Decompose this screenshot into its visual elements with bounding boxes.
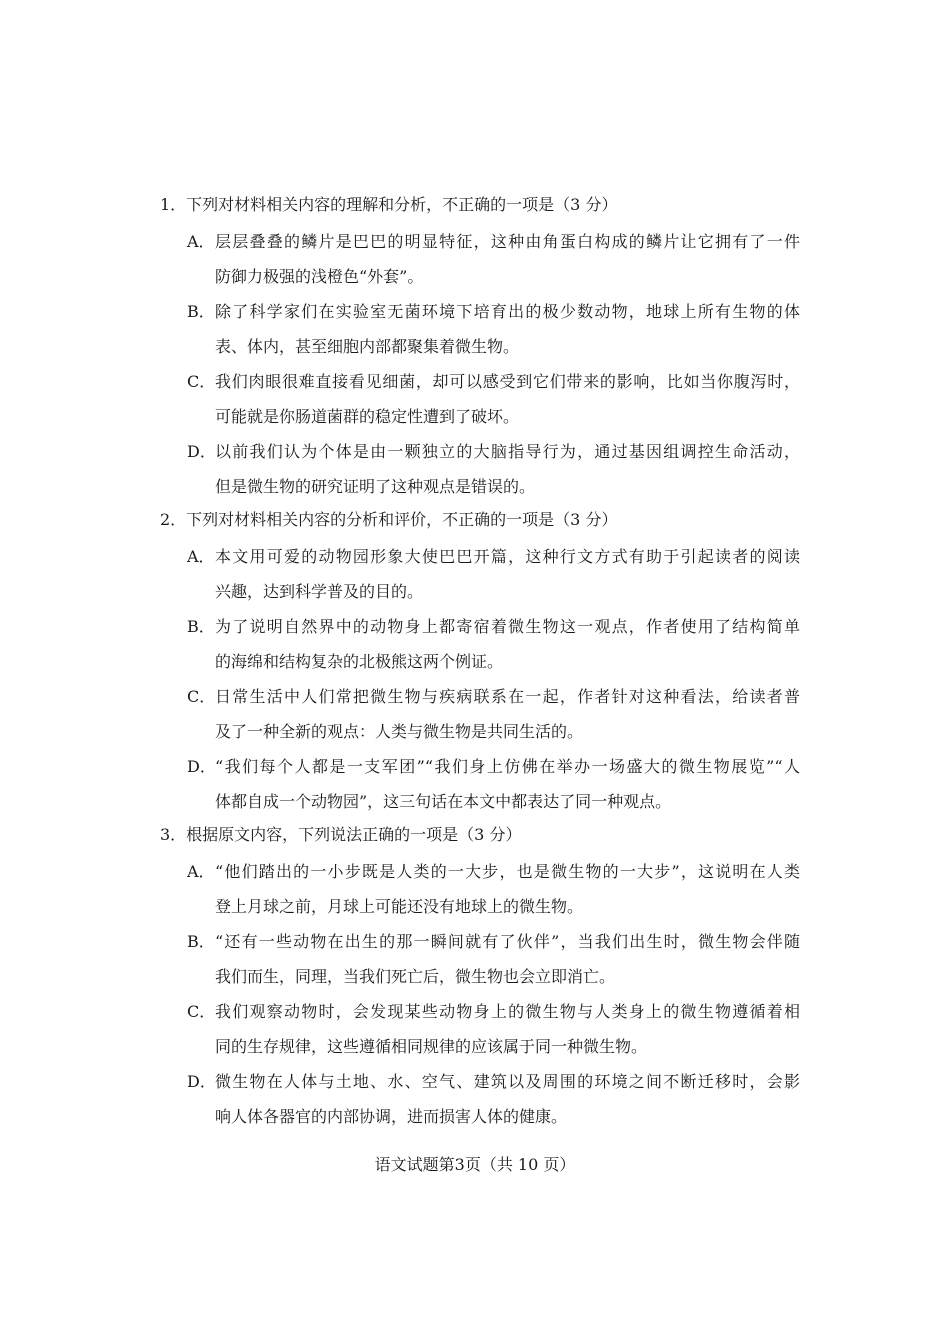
option-d — [160, 749, 800, 819]
option-d — [160, 434, 800, 504]
option-b — [160, 609, 800, 679]
option-text-line: 体都自成一个动物园”，这三句话在本文中都表达了同一种观点。 — [215, 792, 672, 811]
question-stem: 2．下列对材料相关内容的分析和评价，不正确的一项是（3 分） — [160, 510, 618, 529]
option-text-line: 兴趣，达到科学普及的目的。 — [215, 582, 424, 601]
option-text-line: 登上月球之前，月球上可能还没有地球上的微生物。 — [215, 897, 584, 916]
option-text-line: 可能就是你肠道菌群的稳定性遭到了破坏。 — [215, 407, 520, 426]
option-label: A． — [187, 862, 215, 881]
question-1 — [160, 195, 800, 504]
option-label: C． — [187, 1002, 216, 1021]
option-label: D． — [187, 442, 216, 461]
option-text-line: 我们肉眼很难直接看见细菌，却可以感受到它们带来的影响，比如当你腹泻时， — [215, 372, 800, 391]
option-label: A． — [187, 547, 215, 566]
option-text-line: 为了说明自然界中的动物身上都寄宿着微生物这一观点，作者使用了结构简单 — [215, 617, 800, 636]
option-a — [160, 854, 800, 924]
option-b — [160, 294, 800, 364]
option-label: B． — [187, 617, 215, 636]
option-label: B． — [187, 302, 215, 321]
option-text-line: 我们而生，同理，当我们死亡后，微生物也会立即消亡。 — [215, 967, 616, 986]
option-label: D． — [187, 1072, 216, 1091]
option-text-line: 防御力极强的浅橙色“外套”。 — [215, 267, 424, 286]
option-text-line: “我们每个人都是一支军团”“我们身上仿佛在举办一场盛大的微生物展览”“人 — [215, 757, 800, 776]
option-label: D． — [187, 757, 216, 776]
option-text-line: 的海绵和结构复杂的北极熊这两个例证。 — [215, 652, 504, 671]
option-text-line: 我们观察动物时，会发现某些动物身上的微生物与人类身上的微生物遵循着相 — [215, 1002, 800, 1021]
option-label: B． — [187, 932, 215, 951]
option-c — [160, 364, 800, 434]
option-text-line: 除了科学家们在实验室无菌环境下培育出的极少数动物，地球上所有生物的体 — [215, 302, 800, 321]
option-text-line: 层层叠叠的鳞片是巴巴的明显特征，这种由角蛋白构成的鳞片让它拥有了一件 — [215, 232, 800, 251]
option-text-line: 本文用可爱的动物园形象大使巴巴开篇，这种行文方式有助于引起读者的阅读 — [215, 547, 800, 566]
question-stem: 3．根据原文内容，下列说法正确的一项是（3 分） — [160, 825, 522, 844]
option-text-line: 以前我们认为个体是由一颗独立的大脑指导行为，通过基因组调控生命活动， — [215, 442, 800, 461]
option-text-line: 微生物在人体与土地、水、空气、建筑以及周围的环境之间不断迁移时，会影 — [215, 1072, 800, 1091]
option-d — [160, 1064, 800, 1134]
option-a — [160, 539, 800, 609]
option-text-line: 但是微生物的研究证明了这种观点是错误的。 — [215, 477, 536, 496]
option-label: C． — [187, 687, 216, 706]
option-c — [160, 679, 800, 749]
option-text-line: “他们踏出的一小步既是人类的一大步，也是微生物的一大步”，这说明在人类 — [215, 862, 800, 881]
option-b — [160, 924, 800, 994]
option-text-line: 同的生存规律，这些遵循相同规律的应该属于同一种微生物。 — [215, 1037, 648, 1056]
question-2 — [160, 510, 800, 819]
option-text-line: 日常生活中人们常把微生物与疾病联系在一起，作者针对这种看法，给读者普 — [215, 687, 800, 706]
option-label: C． — [187, 372, 216, 391]
option-text-line: 表、体内，甚至细胞内部都聚集着微生物。 — [215, 337, 520, 356]
option-text-line: “还有一些动物在出生的那一瞬间就有了伙伴”，当我们出生时，微生物会伴随 — [215, 932, 800, 951]
option-c — [160, 994, 800, 1064]
page-footer: 语文试题第3页（共 10 页） — [374, 1155, 576, 1174]
option-text-line: 及了一种全新的观点：人类与微生物是共同生活的。 — [215, 722, 584, 741]
question-stem: 1．下列对材料相关内容的理解和分析，不正确的一项是（3 分） — [160, 195, 618, 214]
option-text-line: 响人体各器官的内部协调，进而损害人体的健康。 — [215, 1107, 568, 1126]
option-a — [160, 224, 800, 294]
question-3 — [160, 825, 800, 1134]
option-label: A． — [187, 232, 215, 251]
